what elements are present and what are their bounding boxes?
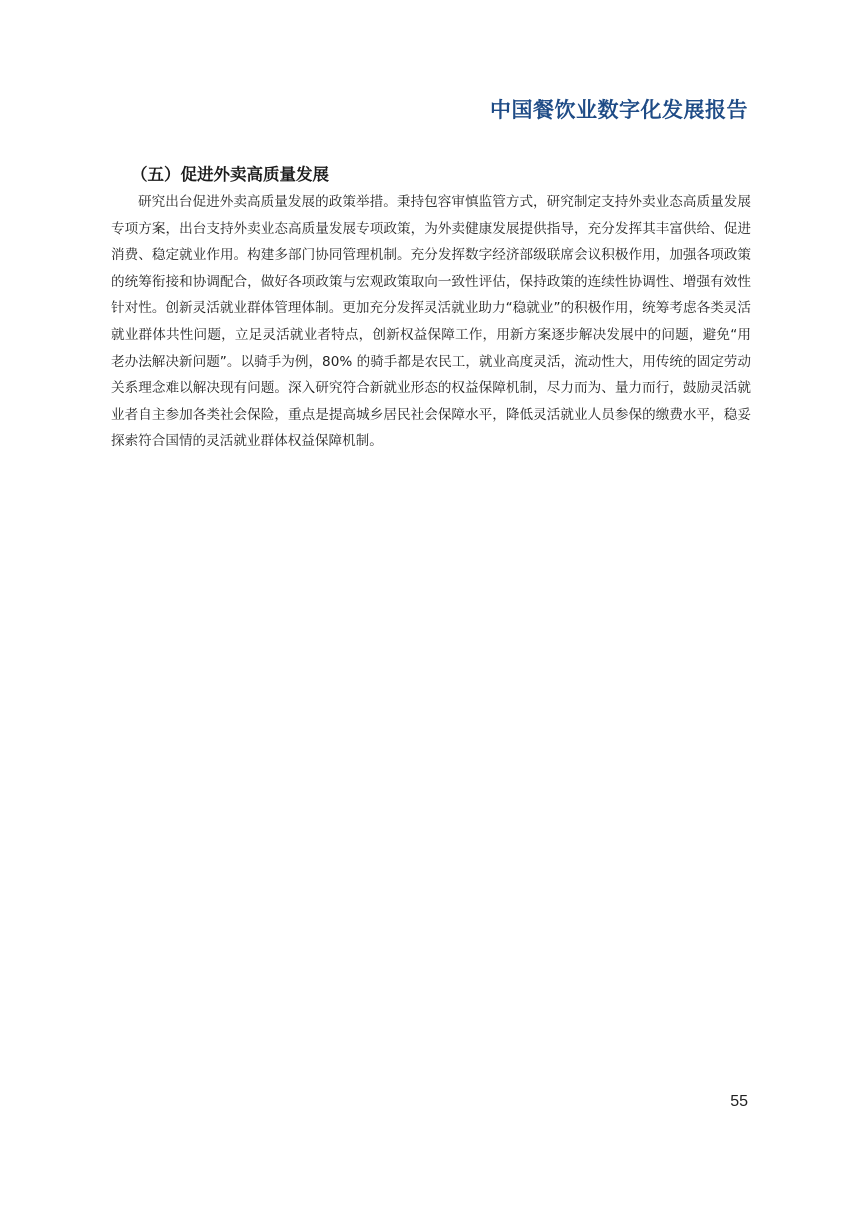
- report-running-header: 中国餐饮业数字化发展报告: [490, 98, 748, 122]
- body-paragraph: 研究出台促进外卖高质量发展的政策举措。秉持包容审慎监管方式，研究制定支持外卖业态高质量发展专项方案，出台支持外卖业态高质量发展专项政策，为外卖健康发展提供指导，充分发挥其丰富供给、促进消费、稳定就业作用。构建多部门协同管理机制。充分发挥数字经济部级联席会议积极作用，加强各项政策的统筹衔接和协调配合，做好各项政策与宏观政策取向一致性评估，保持政策的连续性协调性、增强有效性针对性。创新灵活就业群体管理体制。更加充分发挥灵活就业助力“稳就业”的积极作用，统筹考虑各类灵活就业群体共性问题，立足灵活就业者特点，创新权益保障工作，用新方案逐步解决发展中的问题，避免“用老办法解决新问题”。以骑手为例，80% 的骑手都是农民工，就业高度灵活，流动性大，用传统的固定劳动关系理念难以解决现有问题。深入研究符合新就业形态的权益保障机制，尽力而为、量力而行，鼓励灵活就业者自主参加各类社会保险，重点是提高城乡居民社会保障水平，降低灵活就业人员参保的缴费水平，稳妥探索符合国情的灵活就业群体权益保障机制。: [111, 194, 751, 450]
- page-number: 55: [730, 1093, 748, 1110]
- section-heading: （五）促进外卖高质量发展: [131, 165, 329, 184]
